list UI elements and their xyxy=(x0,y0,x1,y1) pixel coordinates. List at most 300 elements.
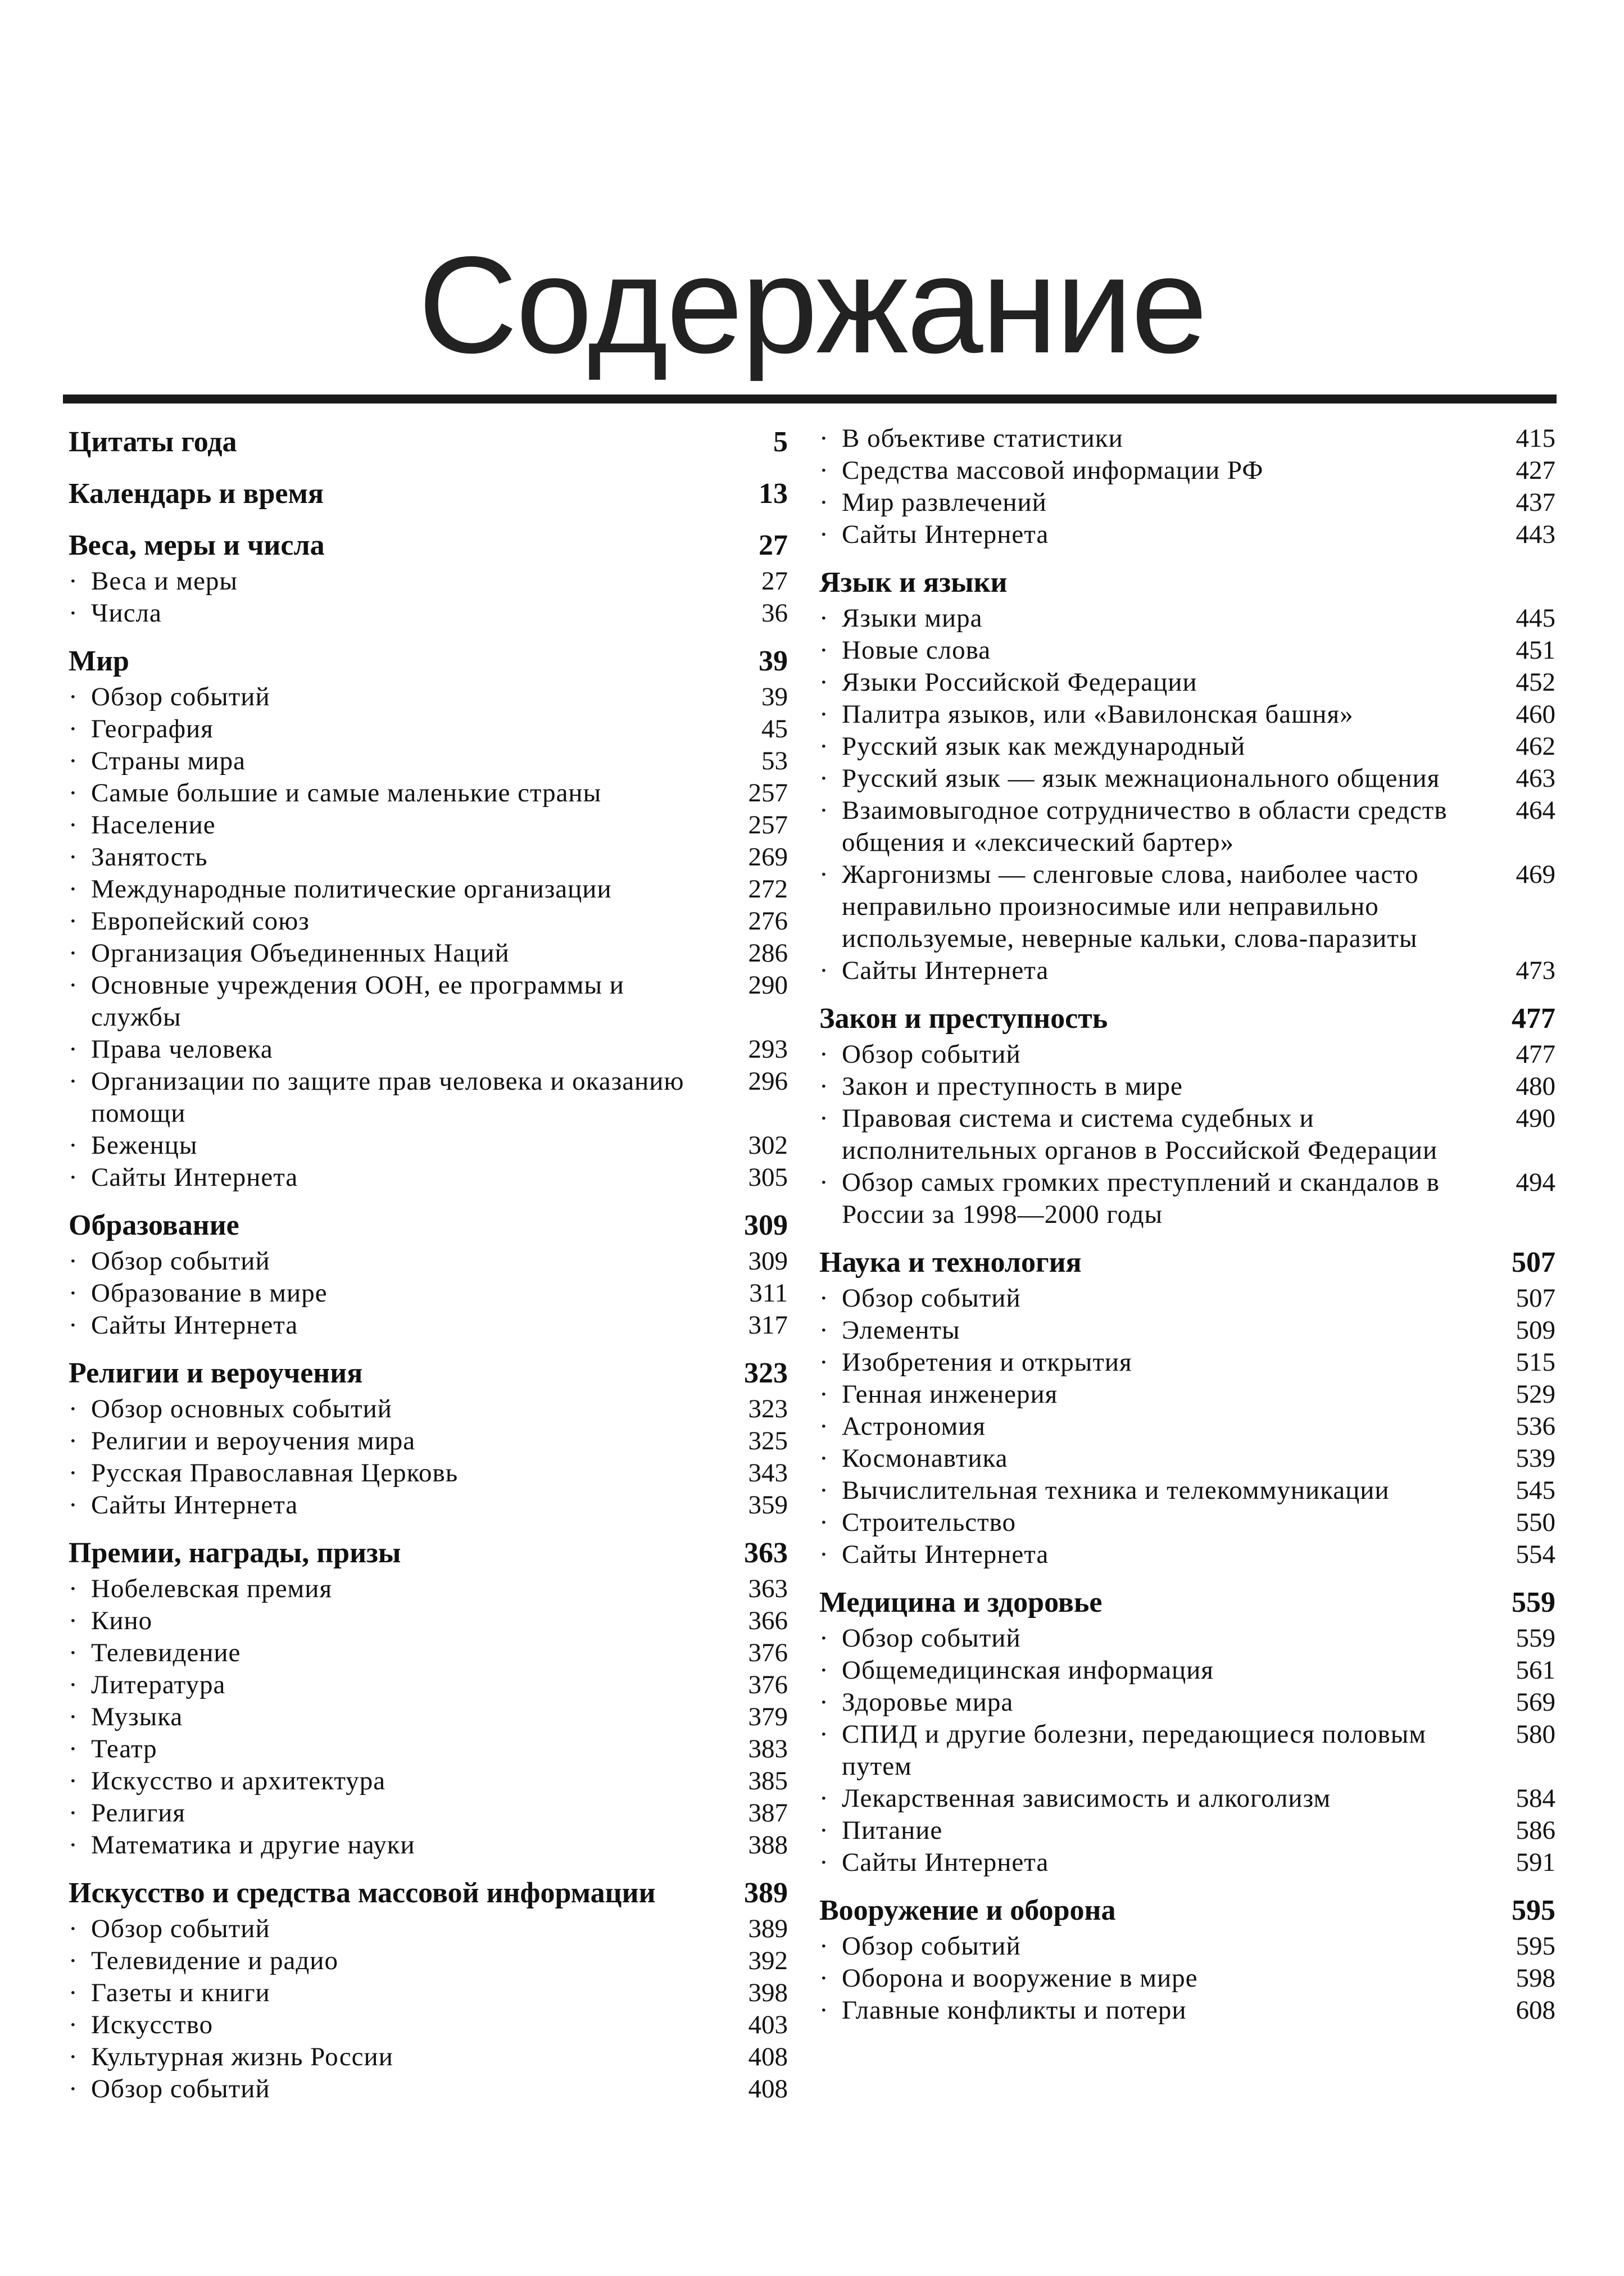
item-label xyxy=(69,1425,415,1457)
bullet: · xyxy=(69,1035,78,1064)
item-label xyxy=(69,1913,270,1945)
toc-item[interactable] xyxy=(819,1346,1555,1379)
toc-item[interactable] xyxy=(69,597,788,629)
bullet: · xyxy=(819,1476,829,1505)
toc-item[interactable] xyxy=(69,1130,788,1162)
item-label-text: Русский язык как международный xyxy=(842,732,1246,761)
bullet: · xyxy=(69,938,78,968)
item-label-text: Европейский союз xyxy=(91,906,310,936)
item-label-text: Страны мира xyxy=(91,746,246,776)
bullet: · xyxy=(69,971,78,1000)
toc-item[interactable] xyxy=(819,1103,1555,1167)
toc-item[interactable] xyxy=(819,634,1555,667)
toc-item[interactable] xyxy=(69,1393,788,1425)
item-label-text: Взаимовыгодное сотрудничество в области средств общения и «лексический бартер» xyxy=(842,796,1448,857)
section-page: 559 xyxy=(1512,1586,1555,1618)
item-page: 376 xyxy=(748,1638,788,1667)
item-label xyxy=(819,1654,1214,1686)
section-page: 323 xyxy=(744,1357,788,1389)
toc-item[interactable] xyxy=(819,1507,1555,1539)
toc-item[interactable] xyxy=(819,602,1555,634)
item-page: 398 xyxy=(748,1978,788,2007)
item-label xyxy=(819,667,1197,699)
item-label xyxy=(69,745,246,777)
toc-item[interactable] xyxy=(819,795,1555,859)
toc-item[interactable] xyxy=(819,731,1555,763)
item-label xyxy=(69,1489,298,1521)
item-label xyxy=(69,681,270,713)
bullet: · xyxy=(69,1458,78,1488)
item-label-text: Религия xyxy=(91,1798,186,1828)
item-label xyxy=(69,597,162,629)
section-title: Календарь и время xyxy=(69,478,324,510)
item-label-text: Языки мира xyxy=(842,604,983,633)
bullet: · xyxy=(69,682,78,711)
item-label xyxy=(819,731,1245,763)
item-label xyxy=(819,455,1263,487)
item-label-text: СПИД и другие болезни, передающиеся половым путем xyxy=(842,1720,1427,1781)
item-label xyxy=(819,1686,1013,1719)
toc-item[interactable] xyxy=(819,1071,1555,1103)
toc-item[interactable] xyxy=(819,1622,1555,1654)
toc-item[interactable] xyxy=(69,809,788,841)
item-label-text: Сайты Интернета xyxy=(91,1311,298,1340)
bullet: · xyxy=(69,906,78,936)
bullet: · xyxy=(69,1574,78,1603)
toc-item[interactable] xyxy=(819,859,1555,955)
bullet: · xyxy=(69,2010,78,2039)
item-page: 290 xyxy=(748,971,788,1000)
item-label xyxy=(69,1033,273,1066)
item-label-text: Обзор событий xyxy=(842,1624,1021,1653)
item-label-text: Литература xyxy=(91,1670,226,1699)
item-label-text: Обзор самых громких преступлений и скандалов в России за 1998—2000 годы xyxy=(842,1168,1440,1229)
item-label xyxy=(69,1977,270,2009)
toc-item[interactable] xyxy=(69,1605,788,1637)
toc-item[interactable] xyxy=(819,487,1555,519)
toc-item[interactable] xyxy=(69,1765,788,1797)
item-page: 343 xyxy=(748,1458,788,1488)
item-label-text: Здоровье мира xyxy=(842,1688,1014,1717)
toc-section xyxy=(69,1206,788,1341)
section-page: 39 xyxy=(759,645,788,677)
toc-item[interactable] xyxy=(819,1379,1555,1411)
toc-item[interactable] xyxy=(819,1039,1555,1071)
section-title: Закон и преступность xyxy=(819,1003,1108,1035)
item-page: 293 xyxy=(748,1035,788,1064)
toc-section xyxy=(69,526,788,629)
item-label-text: Обзор событий xyxy=(91,2074,270,2103)
section-title: Медицина и здоровье xyxy=(819,1586,1103,1618)
toc-item[interactable] xyxy=(69,937,788,969)
bullet: · xyxy=(69,778,78,808)
toc-item[interactable] xyxy=(69,777,788,809)
toc-item[interactable] xyxy=(819,455,1555,487)
item-label-text: Беженцы xyxy=(91,1131,198,1160)
toc-item[interactable] xyxy=(819,1167,1555,1231)
bullet: · xyxy=(819,1624,829,1653)
item-label-text: Права человека xyxy=(91,1035,273,1064)
item-page: 545 xyxy=(1516,1476,1555,1505)
section-heading[interactable] xyxy=(819,563,1555,602)
bullet: · xyxy=(819,520,829,549)
item-label-text: Обзор событий xyxy=(91,1246,270,1276)
item-page: 286 xyxy=(748,938,788,968)
item-label-text: Газеты и книги xyxy=(91,1978,270,2007)
item-page: 376 xyxy=(748,1670,788,1699)
item-page: 445 xyxy=(1516,604,1555,633)
item-label-text: Организация Объединенных Наций xyxy=(91,938,510,968)
toc-item[interactable] xyxy=(69,841,788,873)
toc-column-right xyxy=(819,423,1555,2039)
bullet: · xyxy=(819,668,829,697)
item-page: 309 xyxy=(748,1246,788,1276)
item-label xyxy=(69,1309,298,1341)
toc-item[interactable] xyxy=(69,873,788,905)
toc-item[interactable] xyxy=(69,1245,788,1277)
toc-item[interactable] xyxy=(69,2009,788,2041)
toc-item[interactable] xyxy=(69,1033,788,1066)
item-label-text: Обзор основных событий xyxy=(91,1394,392,1423)
toc-item[interactable] xyxy=(69,745,788,777)
section-page: 309 xyxy=(744,1209,788,1241)
item-label xyxy=(69,1162,298,1194)
toc-item[interactable] xyxy=(69,905,788,937)
item-page: 584 xyxy=(1516,1784,1555,1813)
toc-item[interactable] xyxy=(69,1829,788,1861)
toc-item[interactable] xyxy=(69,1457,788,1489)
section-heading[interactable] xyxy=(69,423,788,462)
item-page: 359 xyxy=(748,1490,788,1520)
item-label-text: Кино xyxy=(91,1606,153,1635)
section-heading[interactable] xyxy=(819,1891,1555,1930)
item-page: 477 xyxy=(1516,1040,1555,1069)
bullet: · xyxy=(819,1816,829,1845)
section-page: 595 xyxy=(1512,1894,1555,1926)
section-heading[interactable] xyxy=(69,1534,788,1573)
toc-item[interactable] xyxy=(819,1314,1555,1346)
item-label xyxy=(819,1282,1021,1314)
bullet: · xyxy=(819,1540,829,1569)
item-label xyxy=(69,1573,332,1605)
item-page: 383 xyxy=(748,1734,788,1763)
toc-item[interactable] xyxy=(69,1066,788,1130)
item-label-text: Главные конфликты и потери xyxy=(842,1996,1187,2025)
item-label xyxy=(819,1314,960,1346)
item-label xyxy=(69,809,216,841)
bullet: · xyxy=(819,424,829,453)
item-label-text: Телевидение и радио xyxy=(91,1946,338,1975)
section-heading[interactable] xyxy=(819,1583,1555,1622)
toc-item[interactable] xyxy=(819,1443,1555,1475)
item-page: 515 xyxy=(1516,1348,1555,1377)
item-page: 509 xyxy=(1516,1316,1555,1345)
item-label xyxy=(69,565,238,597)
item-page: 272 xyxy=(748,874,788,904)
item-page: 460 xyxy=(1516,700,1555,729)
item-page: 379 xyxy=(748,1702,788,1731)
item-page: 451 xyxy=(1516,636,1555,665)
item-page: 387 xyxy=(748,1798,788,1828)
item-label-text: Культурная жизнь России xyxy=(91,2042,393,2071)
toc-item[interactable] xyxy=(69,1669,788,1701)
item-label xyxy=(69,1245,270,1277)
bullet: · xyxy=(69,1702,78,1731)
item-page: 569 xyxy=(1516,1688,1555,1717)
item-label xyxy=(819,1962,1197,1994)
item-label xyxy=(819,602,983,634)
toc-item[interactable] xyxy=(819,1994,1555,2026)
item-page: 363 xyxy=(748,1574,788,1603)
item-page: 490 xyxy=(1516,1104,1555,1133)
bullet: · xyxy=(69,1638,78,1667)
toc-item[interactable] xyxy=(69,1701,788,1733)
item-page: 473 xyxy=(1516,956,1555,985)
item-label xyxy=(69,1765,385,1797)
item-page: 598 xyxy=(1516,1964,1555,1993)
item-page: 305 xyxy=(748,1163,788,1192)
toc-section xyxy=(819,1891,1555,2026)
section-heading[interactable] xyxy=(69,1874,788,1913)
item-label-text: Элементы xyxy=(842,1316,960,1345)
toc-item[interactable] xyxy=(819,423,1555,455)
item-label-text: Математика и другие науки xyxy=(91,1830,415,1860)
section-page: 507 xyxy=(1512,1246,1555,1278)
toc-item[interactable] xyxy=(69,713,788,745)
item-page: 452 xyxy=(1516,668,1555,697)
toc-item[interactable] xyxy=(69,1489,788,1521)
item-label xyxy=(819,634,991,667)
toc-item[interactable] xyxy=(819,1475,1555,1507)
item-label xyxy=(819,1103,1466,1167)
item-label xyxy=(819,1411,986,1443)
item-label-text: Космонавтика xyxy=(842,1444,1008,1473)
item-label xyxy=(819,1475,1390,1507)
toc-item[interactable] xyxy=(819,667,1555,699)
item-label xyxy=(819,763,1440,795)
bullet: · xyxy=(69,1670,78,1699)
section-page: 27 xyxy=(759,529,788,561)
item-label xyxy=(819,423,1123,455)
item-label xyxy=(819,1346,1132,1379)
toc-section xyxy=(69,474,788,514)
item-page: 494 xyxy=(1516,1168,1555,1197)
bullet: · xyxy=(69,566,78,596)
item-label xyxy=(69,841,208,873)
item-label-text: Нобелевская премия xyxy=(91,1574,333,1603)
item-page: 257 xyxy=(748,810,788,840)
toc-item[interactable] xyxy=(819,1930,1555,1962)
item-page: 529 xyxy=(1516,1380,1555,1409)
bullet: · xyxy=(69,1606,78,1635)
toc-item[interactable] xyxy=(819,1654,1555,1686)
toc-item[interactable] xyxy=(69,2073,788,2105)
item-label-text: Изобретения и открытия xyxy=(842,1348,1132,1377)
item-page: 388 xyxy=(748,1830,788,1860)
bullet: · xyxy=(819,1040,829,1069)
section-page: 389 xyxy=(744,1877,788,1909)
toc-item[interactable] xyxy=(69,1162,788,1194)
section-heading[interactable] xyxy=(69,1354,788,1393)
item-label xyxy=(69,1945,338,1977)
toc-item[interactable] xyxy=(819,1719,1555,1783)
item-label xyxy=(819,1443,1008,1475)
section-heading[interactable] xyxy=(69,1206,788,1245)
item-label-text: Сайты Интернета xyxy=(842,1540,1049,1569)
toc-section xyxy=(69,423,788,462)
toc-item[interactable] xyxy=(819,1686,1555,1719)
section-heading[interactable] xyxy=(819,999,1555,1039)
bullet: · xyxy=(69,1766,78,1796)
bullet: · xyxy=(819,456,829,485)
item-page: 507 xyxy=(1516,1284,1555,1313)
bullet: · xyxy=(69,1311,78,1340)
item-label-text: Лекарственная зависимость и алкоголизм xyxy=(842,1784,1331,1813)
toc-item[interactable] xyxy=(69,1573,788,1605)
toc-item[interactable] xyxy=(69,1913,788,1945)
bullet: · xyxy=(819,1508,829,1537)
item-page: 311 xyxy=(749,1278,788,1308)
toc-item[interactable] xyxy=(819,1411,1555,1443)
section-page: 363 xyxy=(744,1537,788,1569)
item-page: 437 xyxy=(1516,488,1555,517)
item-label xyxy=(819,1539,1049,1571)
toc-item[interactable] xyxy=(69,1733,788,1765)
item-label-text: Веса и меры xyxy=(91,566,238,596)
item-label xyxy=(819,1930,1021,1962)
item-label xyxy=(69,1733,157,1765)
item-label xyxy=(69,1393,392,1425)
toc-item[interactable] xyxy=(69,1977,788,2009)
toc-section xyxy=(819,1583,1555,1879)
section-heading[interactable] xyxy=(69,526,788,565)
bullet: · xyxy=(819,1720,829,1749)
bullet: · xyxy=(69,1278,78,1308)
item-label-text: Религии и вероучения мира xyxy=(91,1426,416,1456)
item-label-text: Строительство xyxy=(842,1508,1017,1537)
item-label-text: Сайты Интернета xyxy=(842,520,1049,549)
item-label-text: Генная инженерия xyxy=(842,1380,1058,1409)
item-label-text: Театр xyxy=(91,1734,157,1763)
item-page: 39 xyxy=(761,682,788,711)
item-label xyxy=(819,1167,1466,1231)
bullet: · xyxy=(69,874,78,904)
bullet: · xyxy=(819,1656,829,1685)
bullet: · xyxy=(69,1798,78,1828)
toc-item[interactable] xyxy=(819,763,1555,795)
toc-item[interactable] xyxy=(819,955,1555,987)
toc-item[interactable] xyxy=(819,1783,1555,1815)
item-label-text: Организации по защите прав человека и оказанию помощи xyxy=(91,1067,684,1128)
toc-item[interactable] xyxy=(819,1539,1555,1571)
toc-item[interactable] xyxy=(69,565,788,597)
item-page: 257 xyxy=(748,778,788,808)
item-page: 559 xyxy=(1516,1624,1555,1653)
toc-item[interactable] xyxy=(819,699,1555,731)
bullet: · xyxy=(69,1246,78,1276)
toc-item[interactable] xyxy=(69,1637,788,1669)
item-label-text: Закон и преступность в мире xyxy=(842,1072,1183,1101)
item-label xyxy=(69,1701,183,1733)
item-label xyxy=(69,2041,393,2073)
section-heading[interactable] xyxy=(819,1243,1555,1282)
item-label xyxy=(69,777,601,809)
section-heading[interactable] xyxy=(69,474,788,514)
section-page: 477 xyxy=(1512,1003,1555,1035)
item-label-text: Общемедицинская информация xyxy=(842,1656,1214,1685)
item-page: 302 xyxy=(748,1131,788,1160)
item-page: 408 xyxy=(748,2074,788,2103)
toc-item[interactable] xyxy=(69,2041,788,2073)
bullet: · xyxy=(819,1380,829,1409)
item-page: 561 xyxy=(1516,1656,1555,1685)
item-label-text: Новые слова xyxy=(842,636,991,665)
item-page: 366 xyxy=(748,1606,788,1635)
toc-item[interactable] xyxy=(819,519,1555,551)
toc-item[interactable] xyxy=(69,1309,788,1341)
bullet: · xyxy=(69,1394,78,1423)
item-label xyxy=(69,1457,458,1489)
toc-section xyxy=(69,642,788,1194)
item-label-text: Астрономия xyxy=(842,1412,986,1441)
item-page: 45 xyxy=(761,714,788,743)
bullet: · xyxy=(819,1444,829,1473)
bullet: · xyxy=(819,1848,829,1877)
toc-item[interactable] xyxy=(69,1945,788,1977)
bullet: · xyxy=(819,796,829,825)
item-label xyxy=(69,937,510,969)
item-page: 276 xyxy=(748,906,788,936)
toc-item[interactable] xyxy=(69,969,788,1033)
item-label-text: Языки Российской Федерации xyxy=(842,668,1197,697)
toc-item[interactable] xyxy=(819,1847,1555,1879)
item-page: 27 xyxy=(761,566,788,596)
item-page: 269 xyxy=(748,842,788,872)
bullet: · xyxy=(819,956,829,985)
item-label xyxy=(69,1829,415,1861)
bullet: · xyxy=(69,1914,78,1943)
toc-item[interactable] xyxy=(819,1282,1555,1314)
item-page: 595 xyxy=(1516,1932,1555,1961)
item-label-text: Обзор событий xyxy=(842,1040,1021,1069)
section-heading[interactable] xyxy=(69,642,788,681)
toc-item[interactable] xyxy=(69,681,788,713)
item-label-text: Музыка xyxy=(91,1702,183,1731)
toc-item[interactable] xyxy=(69,1425,788,1457)
toc-item[interactable] xyxy=(819,1815,1555,1847)
item-label xyxy=(819,1507,1016,1539)
item-label-text: Числа xyxy=(91,599,162,628)
toc-item[interactable] xyxy=(69,1277,788,1309)
item-label-text: Палитра языков, или «Вавилонская башня» xyxy=(842,700,1354,729)
section-page: 13 xyxy=(759,478,788,510)
bullet: · xyxy=(819,1348,829,1377)
bullet: · xyxy=(69,2042,78,2071)
item-label-text: Правовая система и система судебных и исполнительных органов в Российской Федерации xyxy=(842,1104,1438,1165)
item-label-text: Сайты Интернета xyxy=(91,1490,298,1520)
bullet: · xyxy=(69,1830,78,1860)
item-page: 36 xyxy=(761,599,788,628)
bullet: · xyxy=(819,700,829,729)
item-page: 550 xyxy=(1516,1508,1555,1537)
toc-item[interactable] xyxy=(69,1797,788,1829)
bullet: · xyxy=(819,860,829,889)
item-page: 464 xyxy=(1516,796,1555,825)
toc-item[interactable] xyxy=(819,1962,1555,1994)
bullet: · xyxy=(69,1067,78,1096)
item-label-text: Сайты Интернета xyxy=(842,956,1049,985)
bullet: · xyxy=(819,732,829,761)
